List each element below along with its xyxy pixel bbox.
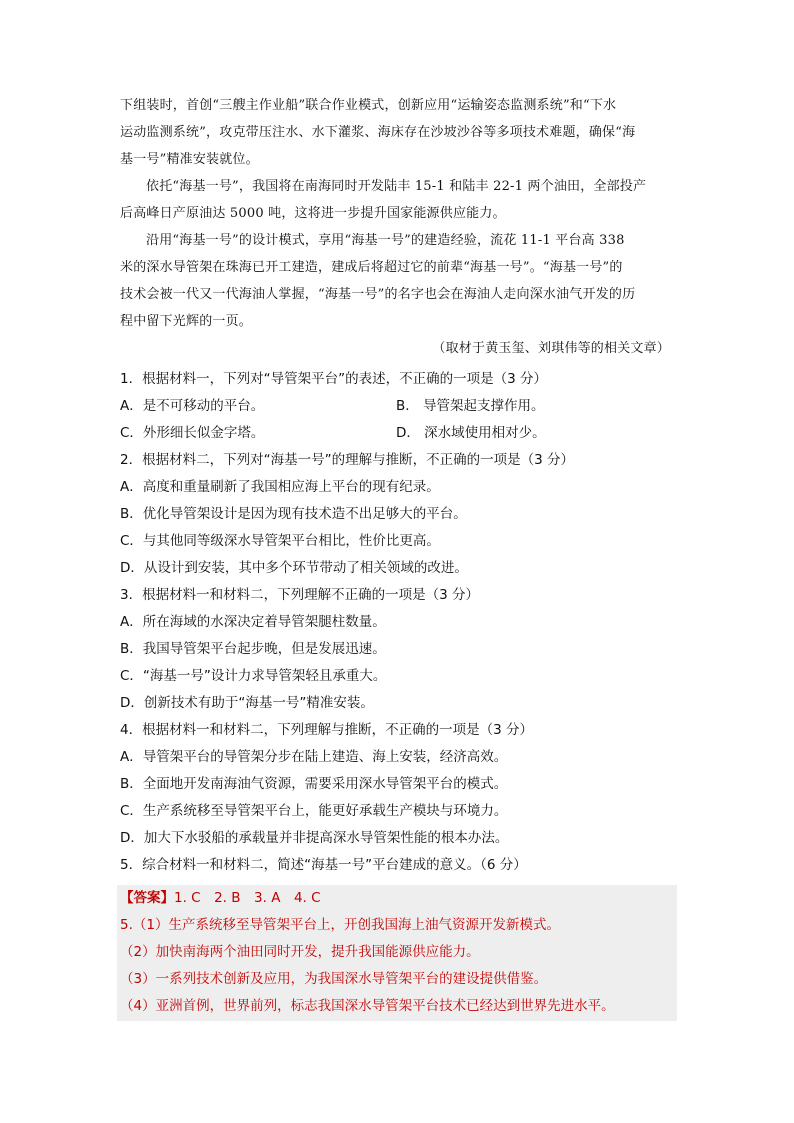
- option-a: A．是不可移动的平台。: [120, 398, 265, 414]
- material-line: 技术会被一代又一代海油人掌握，“海基一号”的名字也会在海油人走向深水油气开发的历: [120, 287, 636, 302]
- answer-choices: 1. C 2. B 3. A 4. C: [174, 890, 321, 906]
- material-line: 依托“海基一号”，我国将在南海同时开发陆丰 15-1 和陆丰 22-1 两个油田，全部投产: [146, 179, 647, 194]
- option-d: D．加大下水驳船的承载量并非提高深水导管架性能的根本办法。: [120, 830, 509, 846]
- option-d: D． 深水域使用相对少。: [396, 425, 546, 441]
- option-a: A．所在海域的水深决定着导管架腿柱数量。: [120, 614, 386, 630]
- option-d: D．从设计到安装，其中多个环节带动了相关领域的改进。: [120, 560, 468, 576]
- answer-label: 【答案】: [120, 890, 174, 906]
- question-1-options-row-2: [120, 420, 676, 447]
- question-list: [120, 366, 676, 879]
- answer-q5-line: （4）亚洲首例，世界前列，标志我国深水导管架平台技术已经达到世界先进水平。: [120, 998, 615, 1014]
- question-2-stem: 2．根据材料二，下列对“海基一号”的理解与推断，不正确的一项是（3 分）: [120, 452, 574, 468]
- option-c: C．外形细长似金字塔。: [120, 425, 265, 441]
- answer-q5-line: （3）一系列技术创新及应用，为我国深水导管架平台的建设提供借鉴。: [120, 971, 548, 987]
- option-c: C．与其他同等级深水导管架平台相比，性价比更高。: [120, 533, 440, 549]
- reading-material: [120, 92, 676, 362]
- answer-box: [117, 885, 677, 1021]
- material-paragraph-3: [120, 227, 676, 335]
- option-a: A．高度和重量刷新了我国相应海上平台的现有纪录。: [120, 479, 440, 495]
- option-b: B．优化导管架设计是因为现有技术造不出足够大的平台。: [120, 506, 467, 522]
- option-b: B．我国导管架平台起步晚，但是发展迅速。: [120, 641, 386, 657]
- material-line: 基一号”精准安装就位。: [120, 152, 259, 167]
- material-line: 运动监测系统”，攻克带压注水、水下灌浆、海床存在沙坡沙谷等多项技术难题，确保“海: [120, 125, 636, 140]
- material-line: 下组装时，首创“三艘主作业船”联合作业模式，创新应用“运输姿态监测系统”和“下水: [120, 98, 617, 113]
- option-c: C．“海基一号”设计力求导管架轻且承重大。: [120, 668, 387, 684]
- material-line: 沿用“海基一号”的设计模式，享用“海基一号”的建造经验，流花 11-1 平台高 338: [146, 233, 625, 248]
- option-c: C．生产系统移至导管架平台上，能更好承载生产模块与环境力。: [120, 803, 508, 819]
- option-b: B．全面地开发南海油气资源，需要采用深水导管架平台的模式。: [120, 776, 508, 792]
- material-line: 后高峰日产原油达 5000 吨，这将进一步提升国家能源供应能力。: [120, 206, 506, 221]
- source-citation: （取材于黄玉玺、刘琪伟等的相关文章）: [432, 341, 670, 356]
- answer-q5-line: （2）加快南海两个油田同时开发，提升我国能源供应能力。: [120, 944, 480, 960]
- option-b: B． 导管架起支撑作用。: [396, 398, 545, 414]
- option-a: A．导管架平台的导管架分步在陆上建造、海上安装，经济高效。: [120, 749, 508, 765]
- answer-q5-line: 5.（1）生产系统移至导管架平台上，开创我国海上油气资源开发新模式。: [120, 917, 560, 933]
- question-3-stem: 3．根据材料一和材料二，下列理解不正确的一项是（3 分）: [120, 587, 479, 603]
- answer-choices-line: [120, 885, 677, 912]
- question-4-stem: 4．根据材料一和材料二，下列理解与推断，不正确的一项是（3 分）: [120, 722, 533, 738]
- material-paragraph-2: [120, 173, 676, 227]
- question-1-stem: 1．根据材料一，下列对“导管架平台”的表述，不正确的一项是（3 分）: [120, 371, 547, 387]
- question-5-stem: 5．综合材料一和材料二，简述“海基一号”平台建成的意义。（6 分）: [120, 857, 527, 873]
- material-paragraph-1: [120, 92, 676, 173]
- material-line: 米的深水导管架在珠海已开工建造，建成后将超过它的前辈“海基一号”。“海基一号”的: [120, 260, 623, 275]
- material-line: 程中留下光辉的一页。: [120, 314, 253, 329]
- option-d: D．创新技术有助于“海基一号”精准安装。: [120, 695, 374, 711]
- question-1-options-row-1: [120, 393, 676, 420]
